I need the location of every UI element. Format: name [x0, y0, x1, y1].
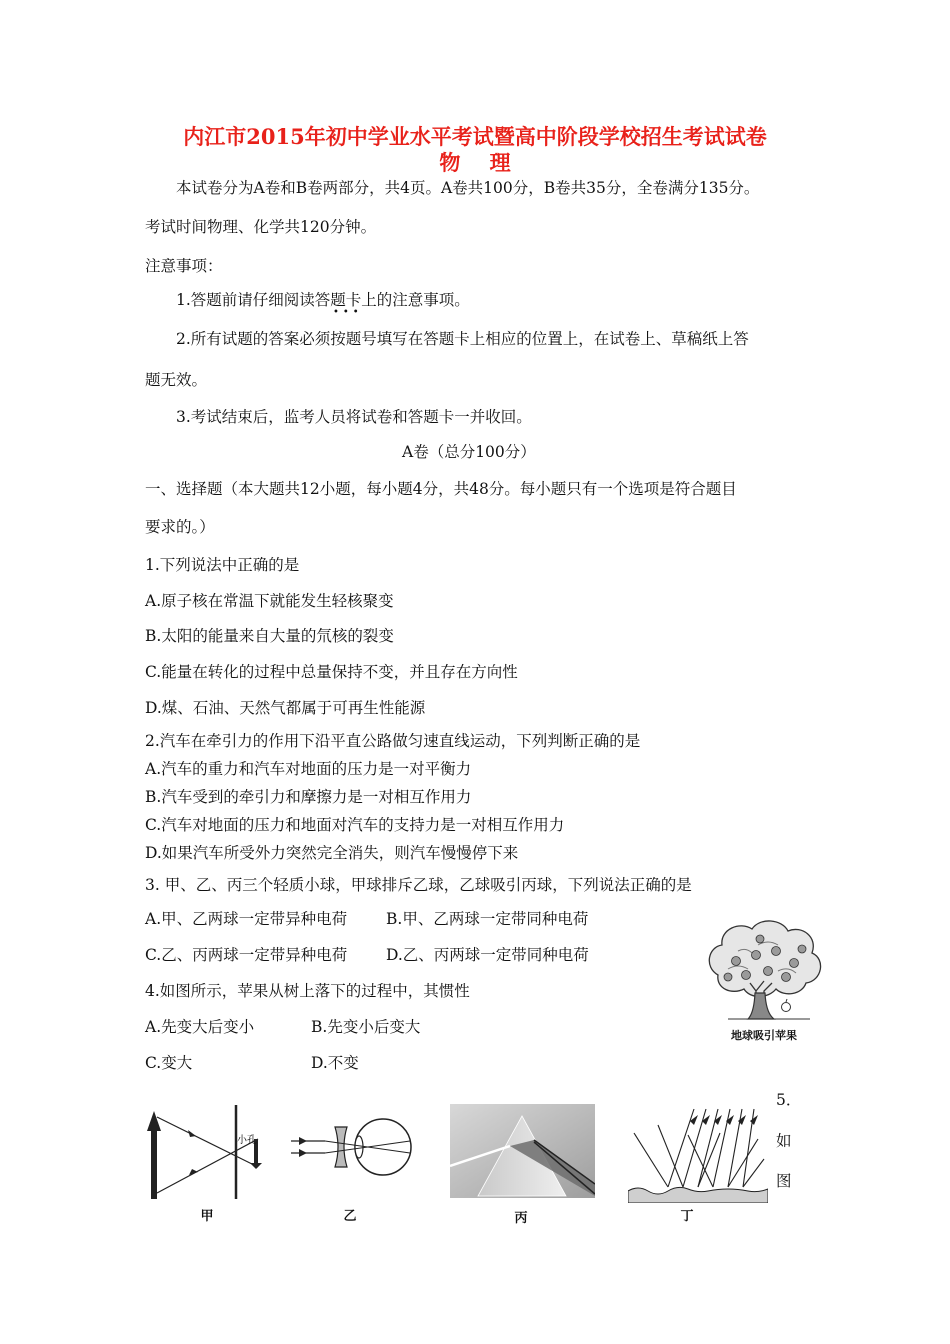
figure-yi-caption: 乙 [343, 1209, 357, 1224]
q4-stem: 4.如图所示，苹果从树上落下的过程中，其惯性 [145, 982, 470, 1000]
q5-stem-char-3: 图 [776, 1172, 792, 1190]
q4-option-a: A.先变大后变小 [145, 1018, 255, 1036]
q1-option-b: B.太阳的能量来自大量的氘核的裂变 [145, 627, 394, 645]
q2-stem: 2.汽车在牵引力的作用下沿平直公路做匀速直线运动，下列判断正确的是 [145, 732, 641, 750]
q1-stem: 1.下列说法中正确的是 [145, 556, 300, 574]
exam-title: 内江市2015年初中学业水平考试暨高中阶段学校招生考试试卷 [183, 124, 767, 149]
q2-option-b: B.汽车受到的牵引力和摩擦力是一对相互作用力 [145, 788, 472, 806]
intro-line2: 考试时间物理、化学共120分钟。 [145, 218, 377, 236]
figure-ding-caption: 丁 [680, 1209, 694, 1224]
note-2-line2: 题无效。 [145, 371, 208, 389]
q4-option-c: C.变大 [145, 1054, 193, 1072]
q1-option-d: D.煤、石油、天然气都属于可再生性能源 [145, 699, 426, 717]
q4-option-d: D.不变 [311, 1054, 359, 1072]
pinhole-diagram-icon [140, 1103, 270, 1203]
q2-option-c: C.汽车对地面的压力和地面对汽车的支持力是一对相互作用力 [145, 816, 565, 834]
q3-option-c: C.乙、丙两球一定带异种电荷 [145, 946, 348, 964]
diffuse-reflection-diagram-icon [628, 1103, 768, 1203]
q3-option-b: B.甲、乙两球一定带同种电荷 [386, 910, 589, 928]
section-a-heading: A卷（总分100分） [402, 443, 536, 461]
q3-option-d: D.乙、丙两球一定带同种电荷 [386, 946, 589, 964]
figure-yi-eye-lens [285, 1113, 425, 1223]
note-3: 3.考试结束后，监考人员将试卷和答题卡一并收回。 [176, 408, 532, 426]
q1-option-c: C.能量在转化的过程中总量保持不变，并且存在方向性 [145, 663, 518, 681]
q5-stem-char-2: 如 [776, 1132, 792, 1150]
subject-title: 物 理 [439, 150, 511, 175]
intro-line1: 本试卷分为A卷和B卷两部分，共4页。A卷共100分，B卷共35分，全卷满分135分。 [176, 179, 760, 197]
eye-lens-diagram-icon [285, 1113, 425, 1193]
figure-jia-caption: 甲 [200, 1209, 214, 1224]
figure-bing-caption: 丙 [514, 1211, 528, 1226]
q1-option-a: A.原子核在常温下就能发生轻核聚变 [145, 592, 394, 610]
part1-instructions-line2: 要求的。） [145, 518, 215, 536]
apple-tree-caption: 地球吸引苹果 [731, 1029, 797, 1042]
q4-option-b: B.先变小后变大 [311, 1018, 421, 1036]
q5-stem-char-1: 5． [776, 1091, 802, 1109]
figure-ding-diffuse-reflection [628, 1103, 768, 1223]
prism-diagram-icon [450, 1104, 595, 1198]
apple-tree-icon [698, 915, 830, 1027]
note-2-line1: 2.所有试题的答案必须按题号填写在答题卡上相应的位置上，在试卷上、草稿纸上答 [176, 330, 749, 348]
part1-instructions-line1: 一、选择题（本大题共12小题，每小题4分，共48分。每小题只有一个选项是符合题目 [145, 480, 737, 498]
q2-option-d: D.如果汽车所受外力突然完全消失，则汽车慢慢停下来 [145, 844, 519, 862]
note-1: 1.答题前请仔细阅读答题卡上的注意事项。 [176, 291, 470, 309]
apple-tree-figure [698, 915, 830, 1043]
notes-heading: 注意事项： [145, 257, 223, 275]
figure-jia-pinhole [140, 1103, 270, 1223]
q3-stem: 3. 甲、乙、丙三个轻质小球，甲球排斥乙球，乙球吸引丙球，下列说法正确的是 [145, 876, 692, 894]
q2-option-a: A.汽车的重力和汽车对地面的压力是一对平衡力 [145, 760, 472, 778]
figure-bing-prism [450, 1104, 595, 1224]
q3-option-a: A.甲、乙两球一定带异种电荷 [145, 910, 348, 928]
pinhole-label: 小孔 [237, 1135, 257, 1146]
emphasis-dots: ••• [333, 307, 363, 318]
